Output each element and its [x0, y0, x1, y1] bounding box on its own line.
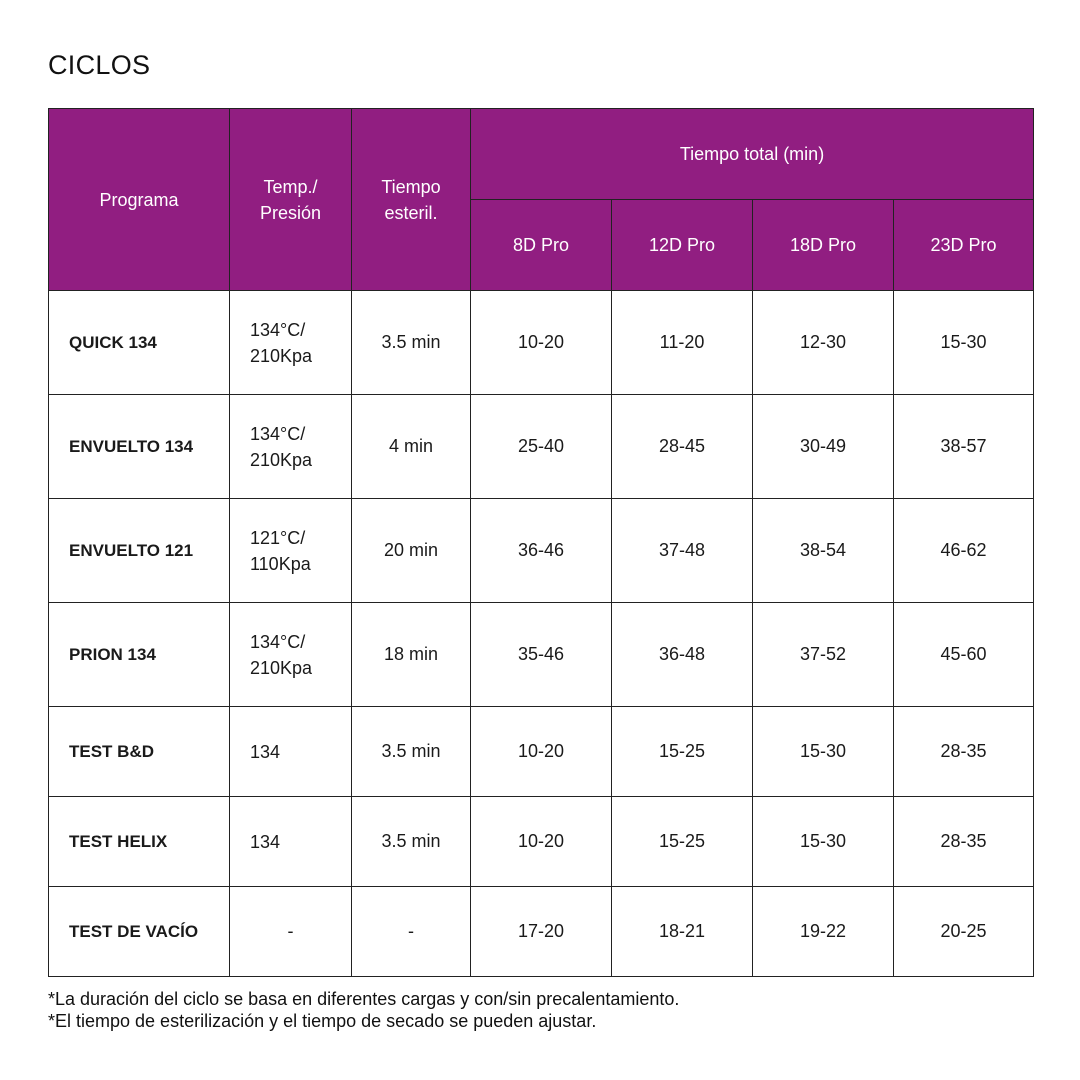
row-time-8d: 10-20 [471, 291, 612, 395]
table-row [49, 887, 1034, 977]
row-time-23d: 28-35 [894, 707, 1034, 797]
table-row [49, 499, 1034, 603]
row-time-12d: 15-25 [612, 707, 753, 797]
row-tiempo-esteril: 3.5 min [352, 797, 471, 887]
row-programa: TEST B&D [49, 707, 230, 797]
header-tiempo-total: Tiempo total (min) [471, 109, 1034, 200]
row-temp: 134 [230, 797, 352, 887]
table-row [49, 291, 1034, 395]
row-time-23d: 20-25 [894, 887, 1034, 977]
row-time-12d: 11-20 [612, 291, 753, 395]
row-programa: TEST HELIX [49, 797, 230, 887]
row-programa: TEST DE VACÍO [49, 887, 230, 977]
row-temp: 134 [230, 707, 352, 797]
row-temp: 134°C/ 210Kpa [230, 291, 352, 395]
row-time-23d: 45-60 [894, 603, 1034, 707]
row-time-23d: 15-30 [894, 291, 1034, 395]
table-header [49, 109, 1034, 291]
row-tiempo-esteril: 4 min [352, 395, 471, 499]
row-time-18d: 30-49 [753, 395, 894, 499]
row-time-18d: 12-30 [753, 291, 894, 395]
row-time-18d: 15-30 [753, 797, 894, 887]
footnotes [48, 988, 679, 1032]
row-programa: ENVUELTO 134 [49, 395, 230, 499]
row-tiempo-esteril: 20 min [352, 499, 471, 603]
table-row [49, 707, 1034, 797]
row-temp: 134°C/ 210Kpa [230, 395, 352, 499]
row-time-18d: 15-30 [753, 707, 894, 797]
header-programa: Programa [49, 109, 230, 291]
row-time-12d: 15-25 [612, 797, 753, 887]
header-model-8d: 8D Pro [471, 200, 612, 291]
row-temp: - [230, 887, 352, 977]
table-row [49, 797, 1034, 887]
row-time-18d: 38-54 [753, 499, 894, 603]
row-tiempo-esteril: 3.5 min [352, 291, 471, 395]
row-time-8d: 17-20 [471, 887, 612, 977]
row-time-8d: 10-20 [471, 707, 612, 797]
header-model-18d: 18D Pro [753, 200, 894, 291]
row-programa: PRION 134 [49, 603, 230, 707]
row-time-12d: 18-21 [612, 887, 753, 977]
row-programa: ENVUELTO 121 [49, 499, 230, 603]
row-time-23d: 28-35 [894, 797, 1034, 887]
row-temp: 121°C/ 110Kpa [230, 499, 352, 603]
row-temp: 134°C/ 210Kpa [230, 603, 352, 707]
footnote-ajuste: *El tiempo de esterilización y el tiempo de secado se pueden ajustar. [48, 1011, 597, 1031]
row-time-8d: 10-20 [471, 797, 612, 887]
row-tiempo-esteril: - [352, 887, 471, 977]
row-time-8d: 36-46 [471, 499, 612, 603]
table-row [49, 603, 1034, 707]
row-time-12d: 28-45 [612, 395, 753, 499]
row-tiempo-esteril: 18 min [352, 603, 471, 707]
row-programa: QUICK 134 [49, 291, 230, 395]
row-time-23d: 46-62 [894, 499, 1034, 603]
row-time-12d: 37-48 [612, 499, 753, 603]
footnote-duracion: *La duración del ciclo se basa en diferentes cargas y con/sin precalentamiento. [48, 989, 680, 1009]
cycles-table [48, 108, 1034, 977]
table-row [49, 395, 1034, 499]
header-model-23d: 23D Pro [894, 200, 1034, 291]
row-time-18d: 37-52 [753, 603, 894, 707]
row-time-12d: 36-48 [612, 603, 753, 707]
header-temp-presion: Temp./ Presión [230, 109, 352, 291]
row-time-23d: 38-57 [894, 395, 1034, 499]
page-title: CICLOS [48, 50, 151, 80]
header-tiempo-esteril: Tiempo esteril. [352, 109, 471, 291]
row-time-8d: 25-40 [471, 395, 612, 499]
row-time-8d: 35-46 [471, 603, 612, 707]
row-time-18d: 19-22 [753, 887, 894, 977]
row-tiempo-esteril: 3.5 min [352, 707, 471, 797]
header-model-12d: 12D Pro [612, 200, 753, 291]
